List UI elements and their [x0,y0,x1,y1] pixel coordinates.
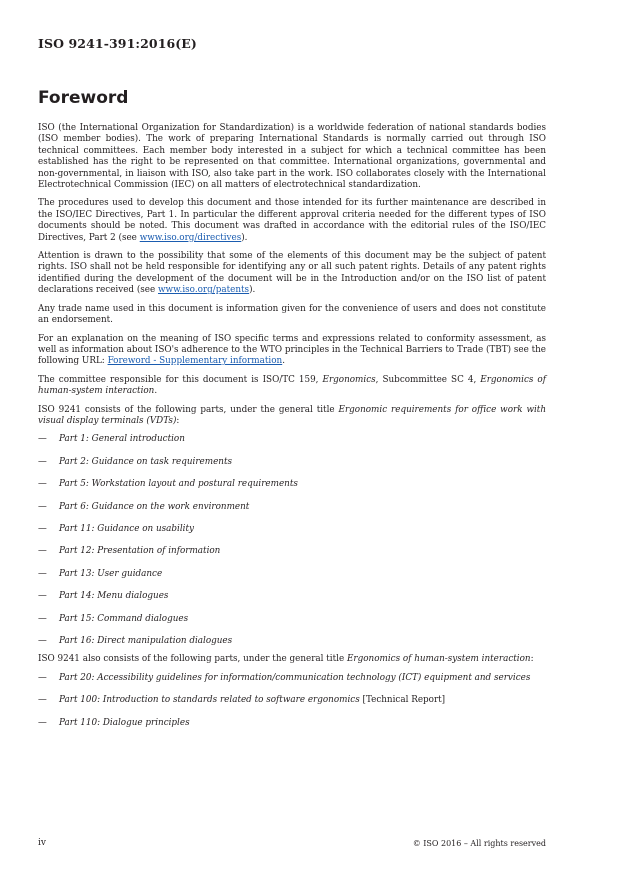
list-dash: — [38,613,47,624]
paragraph-iso-intro: ISO (the International Organization for Standardization) is a worldwide federation of national standards bodies (ISO member bodies). The work of preparing International Standards is normally carried out through ISO technical committees. Each member body interested in a subject for which a technical committee has been established has the right to be represented on that committee. International organizations, governmental and non-governmental, in liaison with ISO, also take part in the work. ISO collaborates closely with the International Electrotechnical Commission (IEC) on all matters of electrotechnical standardization. [38,123,546,191]
list-item [38,614,546,625]
directives-link[interactable]: www.iso.org/directives [139,232,242,243]
parts-vdt-intro-end: : [176,415,180,426]
paragraph-procedures-text: The procedures used to develop this document and those intended for its further maintenance are described in the ISO/IEC Directives, Part 1. In particular the different approval criteria needed for the different types of ISO documents should be noted. This document was drafted in accordance with the editorial rules of the ISO/IEC Directives, Part 2 (see [38,198,546,243]
list-item [38,524,546,535]
list-item [38,636,546,647]
parts-hsi-list [38,673,546,729]
parts-hsi-general-title: Ergonomics of human-system interaction [346,654,531,665]
paragraph-patents-text: Attention is drawn to the possibility that some of the elements of this document may be the subject of patent rights. ISO shall not be held responsible for identifying any or all such patent rights. Details of any patent rights identified during the development of the document will be in the Introduction and/or on the ISO list of patent declarations received (see [38,251,546,296]
paragraph-parts-hsi-intro [38,654,546,665]
document-identifier: ISO 9241-391:2016(E) [38,36,197,51]
list-item [38,546,546,557]
list-dash: — [38,695,47,706]
list-dash: — [38,591,47,602]
subcommittee-name: Ergonomics of human-system interaction [38,374,546,397]
paragraph-conformity-end: . [282,356,285,367]
list-dash: — [38,568,47,579]
committee-text-e: . [154,386,158,397]
paragraph-procedures [38,198,546,244]
paragraph-trade-name: Any trade name used in this document is information given for the convenience of users and does not constitute an endorsement. [38,303,546,326]
paragraph-patents [38,251,546,297]
paragraph-conformity [38,334,546,368]
part-title: Part 6: Guidance on the work environment [59,501,250,512]
parts-vdt-general-title: Ergonomic requirements for office work with visual display terminals (VDTs) [38,404,546,426]
parts-vdt-intro-text: ISO 9241 consists of the following parts, under the general title [38,404,339,415]
list-dash: — [38,717,47,728]
list-item [38,502,546,513]
committee-text-c: , Subcommittee SC 4, [375,374,481,385]
parts-hsi-intro-text: ISO 9241 also consists of the following parts, under the general title [38,654,347,665]
list-item [38,569,546,580]
committee-text-a: The committee responsible for this document is ISO/TC 159, [38,374,323,385]
list-dash: — [38,434,47,445]
part-title: Part 15: Command dialogues [59,613,189,624]
list-dash: — [38,636,47,646]
list-dash: — [38,523,47,534]
list-item [38,591,546,602]
list-item [38,673,546,684]
patents-link[interactable]: www.iso.org/patents [158,285,250,296]
paragraph-procedures-end: ). [241,232,248,243]
list-dash: — [38,479,47,490]
list-dash: — [38,672,47,683]
part-title: Part 1: General introduction [59,434,185,445]
list-item [38,718,546,729]
part-title: Part 2: Guidance on task requirements [59,456,233,467]
list-item [38,434,546,445]
list-item [38,695,546,706]
list-dash: — [38,456,47,467]
copyright-notice: © ISO 2016 – All rights reserved [412,839,546,848]
part-title: Part 110: Dialogue principles [59,717,190,728]
list-item [38,457,546,468]
list-item [38,479,546,490]
paragraph-patents-end: ). [249,285,256,296]
list-dash: — [38,501,47,512]
foreword-body [38,123,546,740]
part-title: Part 11: Guidance on usability [59,523,194,534]
part-title: Part 5: Workstation layout and postural requirements [59,479,298,490]
parts-vdt-list [38,434,546,647]
page-number: iv [38,838,46,848]
list-dash: — [38,546,47,557]
paragraph-parts-vdt-intro [38,405,546,428]
part-suffix: [Technical Report] [359,695,446,706]
part-title: Part 100: Introduction to standards related to software ergonomics [59,695,360,706]
part-title: Part 12: Presentation of information [59,546,221,557]
paragraph-conformity-text: For an explanation on the meaning of ISO specific terms and expressions related to conformity assessment, as well as information about ISO's adherence to the WTO principles in the Technical Barriers to Trade (TBT) see the following URL: [38,333,546,367]
part-title: Part 13: User guidance [59,568,163,579]
parts-hsi-intro-end: : [530,654,534,665]
page-title: Foreword [38,88,129,108]
paragraph-committee [38,375,546,398]
supplementary-info-link[interactable]: Foreword - Supplementary information [107,356,283,367]
part-title: Part 16: Direct manipulation dialogues [59,636,233,646]
part-title: Part 20: Accessibility guidelines for information/communication technology (ICT) equipment and services [59,672,531,683]
part-title: Part 14: Menu dialogues [59,591,169,602]
committee-name: Ergonomics [322,374,376,385]
